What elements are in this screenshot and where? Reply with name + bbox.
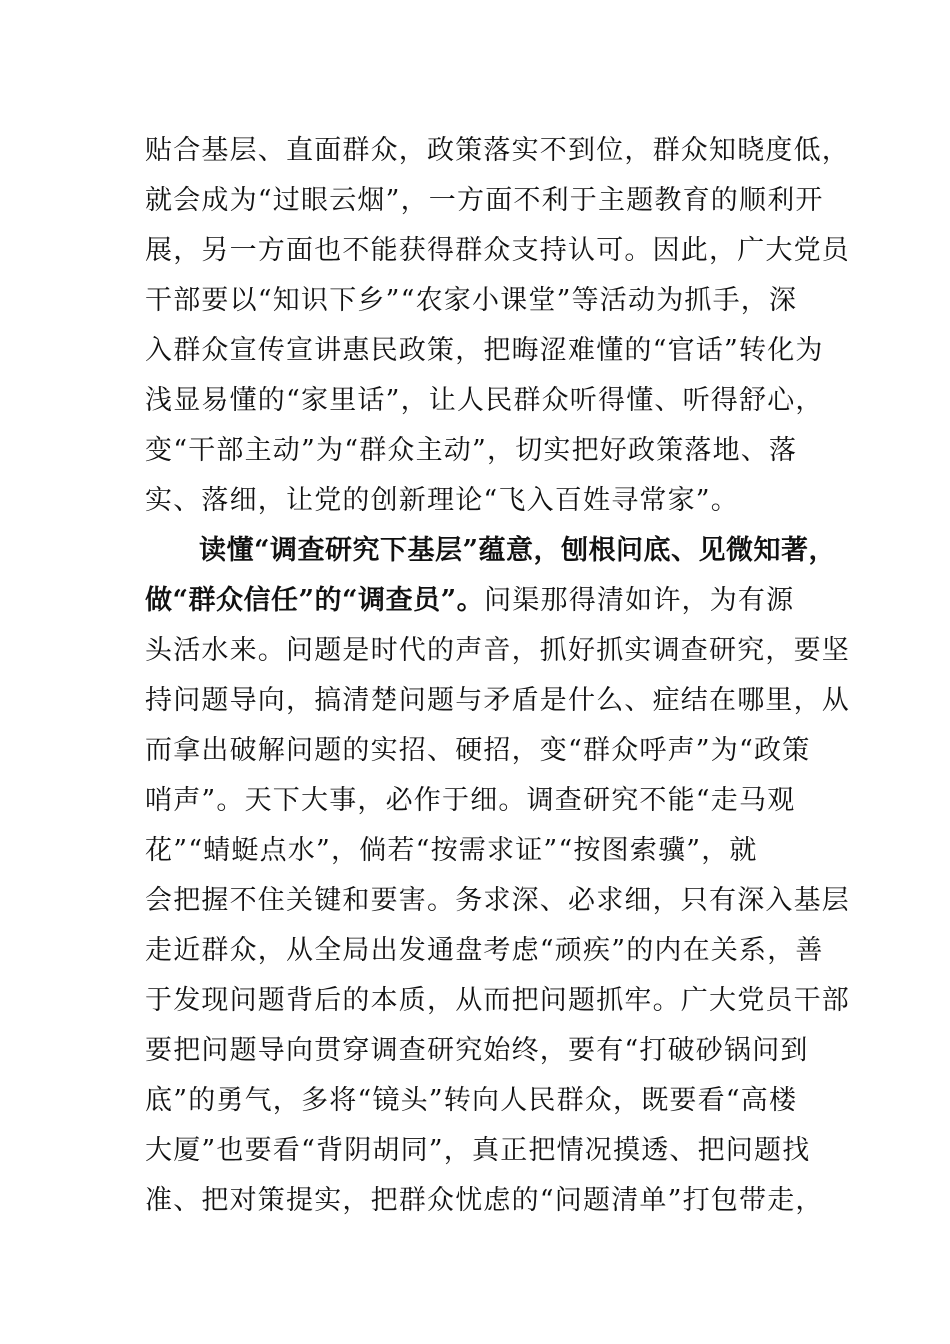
paragraph-line: 哨声”。天下大事，必作于细。调查研究不能“走马观 <box>145 785 796 816</box>
paragraph-line: 实、落细，让党的创新理论“飞入百姓寻常家”。 <box>145 485 740 516</box>
paragraph-line: 要把问题导向贯穿调查研究始终，要有“打破砂锅问到 <box>145 1035 809 1066</box>
paragraph-line: 变“干部主动”为“群众主动”，切实把好政策落地、落 <box>145 435 798 466</box>
paragraph-line: 于发现问题背后的本质，从而把问题抓牢。广大党员干部 <box>145 985 850 1016</box>
paragraph-line: 入群众宣传宣讲惠民政策，把晦涩难懂的“官话”转化为 <box>145 335 824 366</box>
paragraph-line: 大厦”也要看“背阴胡同”，真正把情况摸透、把问题找 <box>145 1135 811 1166</box>
paragraph-line: 底”的勇气，多将“镜头”转向人民群众，既要看“高楼 <box>145 1085 798 1116</box>
paragraph-line <box>145 583 825 619</box>
paragraph-line: 浅显易懂的“家里话”，让人民群众听得懂、听得舒心， <box>145 385 824 416</box>
paragraph-line: 而拿出破解问题的实招、硬招，变“群众呼声”为“政策 <box>145 735 811 766</box>
paragraph-line: 就会成为“过眼云烟”，一方面不利于主题教育的顺利开 <box>145 185 824 216</box>
section-heading-line: 读懂“调查研究下基层”蕴意，刨根问底、见微知著， <box>199 535 837 566</box>
paragraph-line: 走近群众，从全局出发通盘考虑“顽疾”的内在关系，善 <box>145 935 824 966</box>
paragraph-text: 问渠那得清如许，为有源 <box>484 585 795 616</box>
paragraph-line: 准、把对策提实，把群众忧虑的“问题清单”打包带走， <box>145 1185 824 1216</box>
paragraph-line: 花”“蜻蜓点水”，倘若“按需求证”“按图索骥”，就 <box>145 835 758 866</box>
section-heading-tail: 做“群众信任”的“调查员”。 <box>145 585 485 616</box>
paragraph-line: 持问题导向，搞清楚问题与矛盾是什么、症结在哪里，从 <box>145 685 850 716</box>
paragraph-line: 干部要以“知识下乡”“农家小课堂”等活动为抓手，深 <box>145 285 798 316</box>
paragraph-line: 会把握不住关键和要害。务求深、必求细，只有深入基层 <box>145 885 850 916</box>
paragraph-line: 头活水来。问题是时代的声音，抓好抓实调查研究，要坚 <box>145 635 850 666</box>
paragraph-line: 展，另一方面也不能获得群众支持认可。因此，广大党员 <box>145 235 850 266</box>
paragraph-line: 贴合基层、直面群众，政策落实不到位，群众知晓度低， <box>145 135 850 166</box>
